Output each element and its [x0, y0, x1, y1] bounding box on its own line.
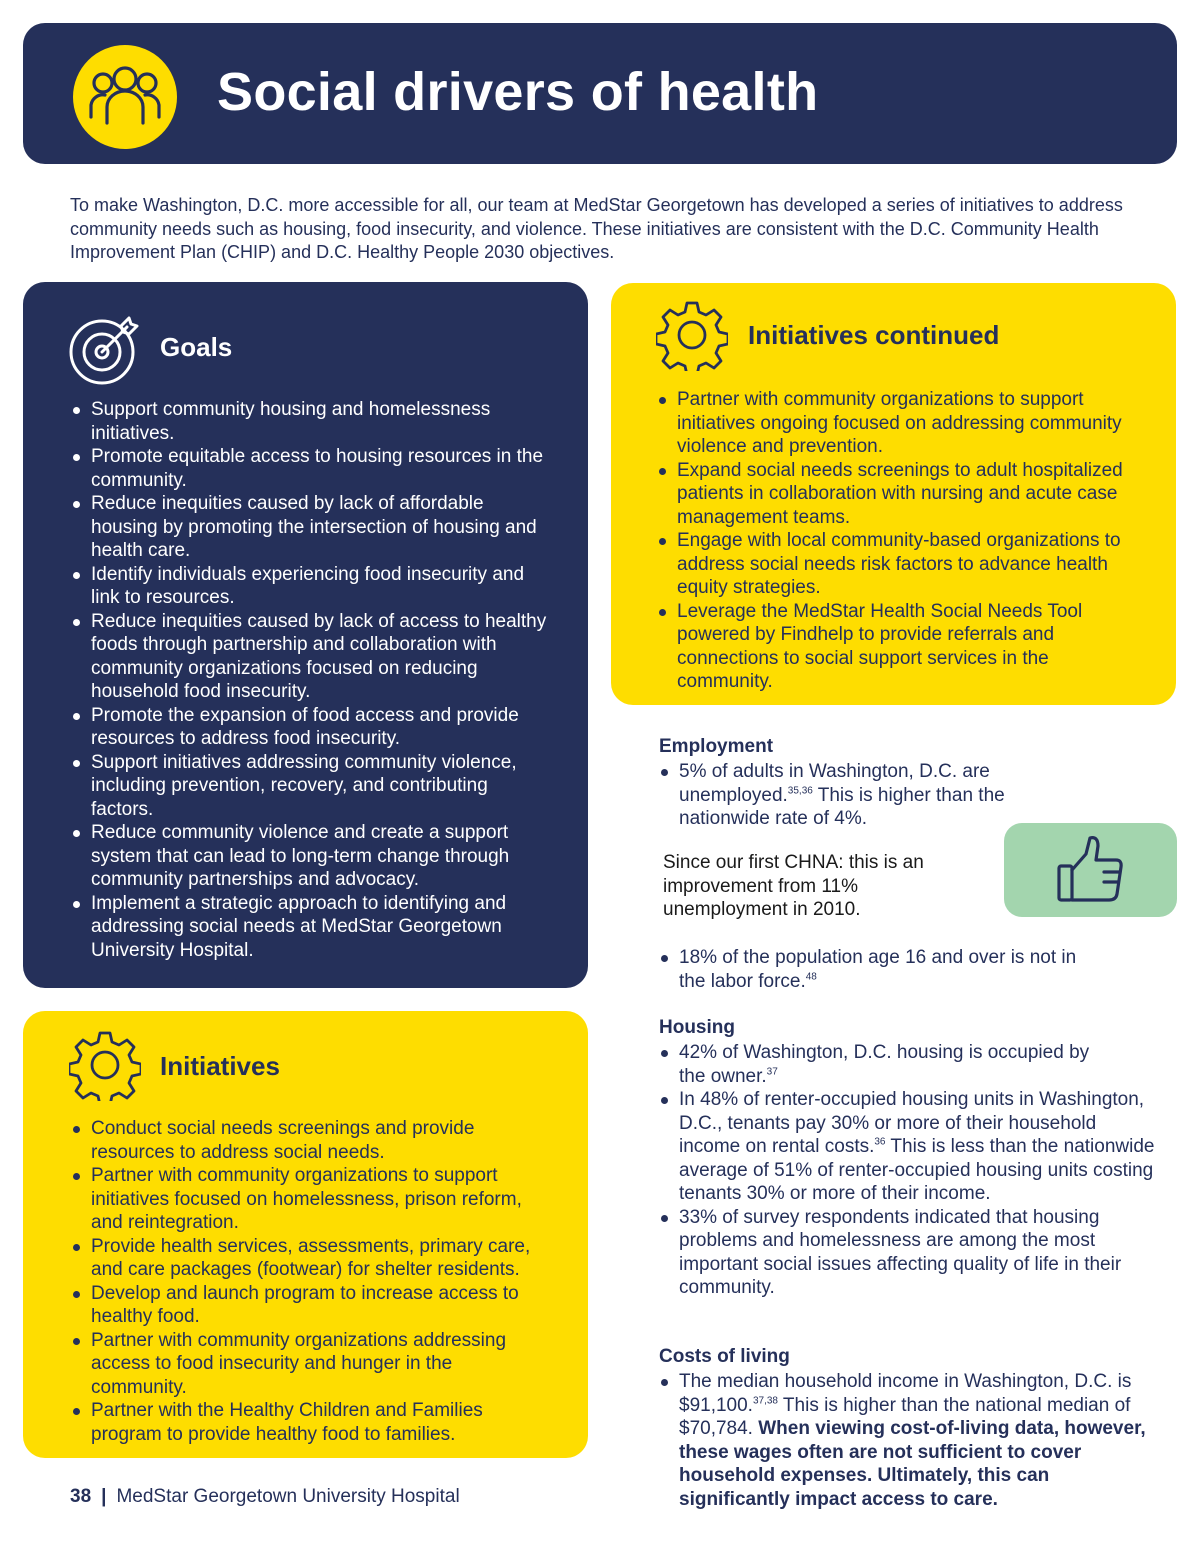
footnote-ref: 35,36 [787, 785, 813, 797]
target-icon [69, 312, 143, 386]
list-item: Partner with community organizations to support initiatives ongoing focused on addressing community violence and prevention. [657, 388, 1137, 459]
initiatives-title: Initiatives [160, 1051, 280, 1081]
list-item: Reduce inequities caused by lack of access to healthy foods through partnership and collaboration with community organizations focused on reducing household food insecurity. [71, 610, 551, 704]
housing-heading: Housing [659, 1017, 735, 1038]
list-item: Partner with the Healthy Children and Families program to provide healthy food to families. [71, 1399, 551, 1446]
list-item: Expand social needs screenings to adult hospitalized patients in collaboration with nursing and acute case management teams. [657, 459, 1137, 530]
gear-icon [69, 1029, 141, 1101]
footnote-ref: 37,38 [752, 1395, 778, 1407]
goals-card [23, 282, 588, 988]
cost-of-living-list [659, 1370, 1159, 1511]
list-item: Partner with community organizations to support initiatives focused on homelessness, prison reform, and reintegration. [71, 1164, 551, 1235]
gear-icon [656, 299, 728, 371]
cost-of-living-heading: Costs of living [659, 1346, 790, 1367]
list-item: Reduce inequities caused by lack of affordable housing by promoting the intersection of housing and health care. [71, 492, 551, 563]
initiatives-continued-list [657, 388, 1137, 694]
initiatives-continued-title: Initiatives continued [748, 320, 1000, 350]
employment-list-1 [659, 760, 1079, 831]
list-item: The median household income in Washington, D.C. is $91,100.$^{37,38}$ This is higher than the national median of $70,784. When viewing cost-of-living data, however, these wages often are not sufficient to cover household expenses. Ultimately, this can significantly impact access to care. [659, 1370, 1159, 1511]
page-number: 38 [70, 1486, 92, 1507]
list-item: Engage with local community-based organizations to address social needs risk factors to advance health equity strategies. [657, 529, 1137, 600]
list-item: Identify individuals experiencing food insecurity and link to resources. [71, 563, 551, 610]
list-item: Promote the expansion of food access and provide resources to address food insecurity. [71, 704, 551, 751]
list-item: In 48% of renter-occupied housing units in Washington, D.C., tenants pay 30% or more of their household income on rental costs.$^{36}$ This is less than the nationwide average of 51% of renter-occupied housing units costing tenants 30% or more of their income. [659, 1088, 1159, 1206]
footnote-ref: 36 [874, 1136, 886, 1148]
chna-callout: Since our first CHNA: this is an improvement from 11% unemployment in 2010. [663, 852, 924, 920]
initiatives-continued-card [611, 283, 1176, 705]
list-item: 33% of survey respondents indicated that housing problems and homelessness are among the most important social issues affecting quality of life in their community. [659, 1206, 1159, 1300]
list-item: Reduce community violence and create a support system that can lead to long-term change through community partnerships and advocacy. [71, 821, 551, 892]
list-item: Leverage the MedStar Health Social Needs Tool powered by Findhelp to provide referrals and connections to social support services in the community. [657, 600, 1137, 694]
initiatives-card [23, 1011, 588, 1458]
list-item: Partner with community organizations addressing access to food insecurity and hunger in the community. [71, 1329, 551, 1400]
page-footer [70, 1486, 460, 1508]
list-item: 5% of adults in Washington, D.C. are unemployed.$^{35,36}$ This is higher than the nationwide rate of 4%. [659, 760, 1079, 831]
footer-separator: | [101, 1486, 107, 1507]
list-item: Promote equitable access to housing resources in the community. [71, 445, 551, 492]
employment-list-2 [659, 946, 1099, 993]
list-item: 42% of Washington, D.C. housing is occupied by the owner.$^{37}$ [659, 1041, 1099, 1088]
page-title: Social drivers of health [217, 62, 819, 122]
initiatives-list [71, 1117, 551, 1446]
list-item: Conduct social needs screenings and provide resources to address social needs. [71, 1117, 551, 1164]
footnote-ref: 48 [805, 971, 817, 983]
footer-hospital-name: MedStar Georgetown University Hospital [116, 1486, 460, 1507]
employment-heading: Employment [659, 736, 774, 757]
goals-title: Goals [160, 332, 233, 362]
header-banner [23, 23, 1177, 164]
footnote-ref: 37 [766, 1066, 778, 1078]
list-item: Support initiatives addressing community violence, including prevention, recovery, and contributing factors. [71, 751, 551, 822]
list-item: Implement a strategic approach to identifying and addressing social needs at MedStar Georgetown University Hospital. [71, 892, 551, 963]
goals-list [71, 398, 551, 962]
thumbs-up-icon [1056, 832, 1126, 906]
list-item: Develop and launch program to increase access to healthy food. [71, 1282, 551, 1329]
intro-paragraph: To make Washington, D.C. more accessible for all, our team at MedStar Georgetown has developed a series of initiatives to address community needs such as housing, food insecurity, and violence. These initiatives are consistent with the D.C. Community Health Improvement Plan (CHIP) and D.C. Healthy People 2030 objectives. [70, 195, 1123, 262]
housing-list [659, 1041, 1159, 1300]
cost-of-living-emphasis: When viewing cost-of-living data, however, these wages often are not sufficient to cover household expenses. Ultimately, this can significantly impact access to care. [679, 1418, 1146, 1510]
list-item: Support community housing and homelessness initiatives. [71, 398, 551, 445]
list-item: 18% of the population age 16 and over is not in the labor force.$^{48}$ [659, 946, 1099, 993]
thumbs-up-badge [1004, 823, 1177, 917]
list-item: Provide health services, assessments, primary care, and care packages (footwear) for shelter residents. [71, 1235, 551, 1282]
people-group-icon [73, 45, 177, 149]
